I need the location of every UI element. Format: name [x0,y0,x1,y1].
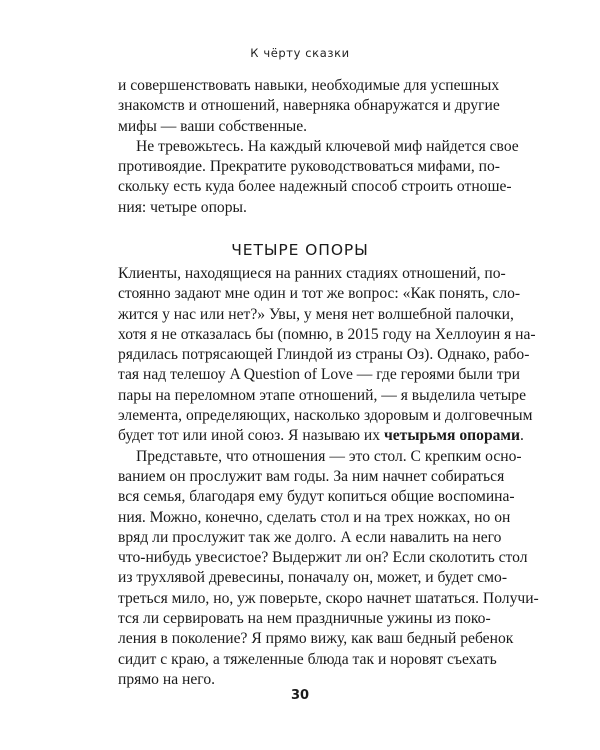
running-header: К чёрту сказки [250,46,350,60]
page-number: 30 [290,688,310,703]
text-line: знакомств и отношений, наверняка обнаружатся и другие [118,97,500,115]
text-line: из трухлявой древесины, поначалу он, может, и будет смо- [118,569,508,587]
text-line: скольку есть куда более надежный способ строить отноше- [118,178,512,196]
text-line: противоядие. Прекратите руководствоваться мифами, по- [118,158,500,176]
text-line: Представьте, что отношения — это стол. С крепким осно- [136,447,522,465]
text-line: и совершенствовать навыки, необходимые для успешных [118,77,500,94]
text-fragment: . [520,427,524,445]
text-line: Клиенты, находящиеся на ранних стадиях отношений, по- [118,265,506,282]
text-line: мифы — ваши собственные. [118,117,308,135]
text-line: вряд ли прослужит так же долго. А если навалить на него [118,528,502,546]
emphasis-term: четырьмя опорами [383,427,521,445]
text-line: Не тревожьтесь. На каждый ключевой миф найдется свое [136,137,519,155]
text-line: ванием он прослужит вам годы. За ним начнет собираться [118,467,505,485]
text-line: сидит с краю, а тяжеленные блюда так и норовят съехать [118,650,497,668]
text-line [118,426,524,446]
text-block-intro [118,76,519,218]
text-line: вся семья, благодаря ему будут копиться общие воспомина- [118,488,515,506]
text-line: хотя я не отказалась бы (помню, в 2015 году на Хеллоуин я на- [118,325,536,343]
text-line: рядилась потрясающей Глиндой из страны Оз). Однако, рабо- [118,346,530,364]
text-line: тая над телешоу A Question of Love — где героями были три [118,366,520,384]
text-fragment: будет тот или иной союз. Я называю их [118,427,384,445]
text-line: ления в поколение? Я прямо вижу, как ваш бедный ребенок [118,630,514,648]
text-line: ния. Можно, конечно, сделать стол и на трех ножках, но он [118,508,511,526]
section-heading: ЧЕТЫРЕ ОПОРЫ [231,241,369,259]
text-line: треться мило, но, уж поверьте, скоро начнет шататься. Получи- [118,589,539,607]
text-line: ния: четыре опоры. [118,198,247,216]
text-block-main [118,264,539,690]
text-line: что-нибудь увесистое? Выдержит ли он? Если сколотить стол [118,549,528,567]
text-line: стоянно задают мне один и тот же вопрос: «Как понять, сло- [118,285,521,303]
text-line: тся ли сервировать на нем праздничные ужины из поко- [118,610,491,628]
text-line: прямо на него. [118,670,216,688]
text-line: элемента, определяющих, насколько здоровым и долговечным [118,407,533,425]
text-line: жится у нас или нет?» Увы, у меня нет волшебной палочки, [118,305,514,323]
text-line: пары на переломном этапе отношений, — я выделила четыре [118,386,526,404]
